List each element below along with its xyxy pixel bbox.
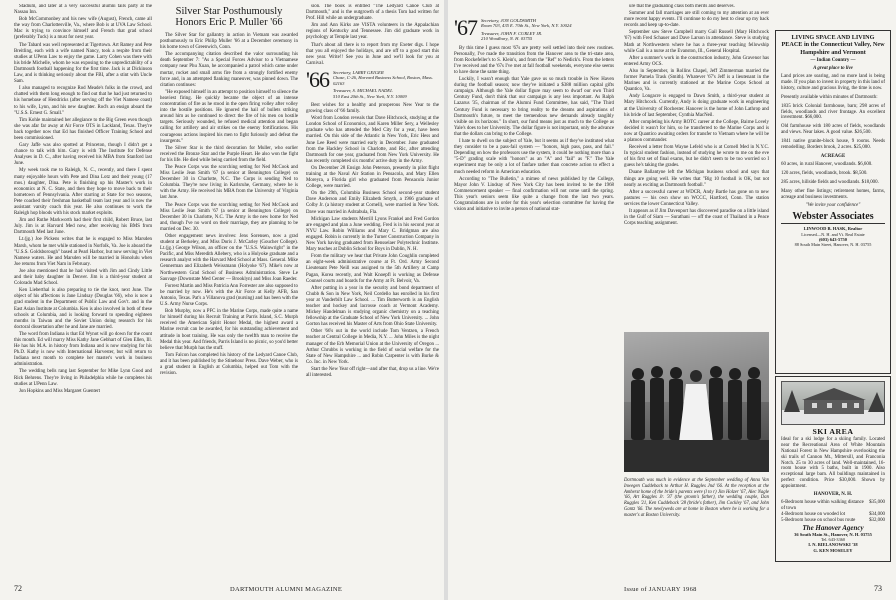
column-paragraph: Received a letter from Wayne Lefeld who is at Cornell Med in N.Y.C. In typical student fashion, instead of studying he wrote to me on the eve of his first set of final exams, but he didn't seem to be too worried so I guess he's taking the grades. <box>624 145 769 169</box>
column-paragraph: The wedding bells rang last September for Mike Lynn Good and Rick Behrens. They're living in Philadelphia while he completes his studies at UPenn Law. <box>14 369 152 387</box>
column-paragraph: From the military we hear that Private John Coughlin completed an eight-week administrative course at Ft. Ord. Army Second Lieutenant Pete Neill was assigned to the 5th Artillery at Camp Pagan, Korea recently, and Walt Knoepfl is working as Defense Counsel courts and boards for the Army at Ft. Belvoir, Va. <box>306 254 439 284</box>
column-paragraph: Jim and Ann Kirks are VISTA volunteers in the Appalachian regions of Kentucky and Tennessee. Jim did graduate work in psychology at Temple last year. <box>306 23 439 41</box>
left-column-3 <box>306 4 439 582</box>
ski-ad-heading: SKI AREA <box>812 427 854 436</box>
article-paragraph: Forrest Martin and Miss Patricia Ann Forrester are also supposed to be married by now. He's with the Air Force at Kelly AFB, San Antonio, Texas. Pat's a Villanova grad (nursing) and has been with the U.S. Army Nurse Corps. <box>160 283 298 308</box>
column-paragraph: Other '66's out in the world include Tom Ventzen, a French teacher at Central College in Media, N.Y. ... John Miles is the night manager of the Erb Memorial Union at the University of Oregon ... Arthur Chrubbs is working in the field of social welfare for the State of New Hampshire ... and Robin Carpenter is with Burke & Co. Inc. in New York. <box>306 329 439 365</box>
page-footer: DARTMOUTH ALUMNI MAGAZINE <box>230 586 343 593</box>
column-paragraph: That's about all there is to report from my Exeter digs. I hope that you all enjoyed the holidays, and are off to a good start this new year. Write!! See you in June and we'll look for you at Carnival. <box>306 42 439 66</box>
column-paragraph: Luckily, I wasn't enough that Yale gave us so much trouble in New Haven during the football season; now they've initiated a $388 million capital gifts campaign. Although the Yale dollar figure may seem to dwarf our own Third Century Fund, don't think that our campaign is any less important. As Ralph Lazarus '35, chairman of the Alumni Fund Committee, has said, "The Third Century Fund is necessary to bring reality to the dreams and aspirations of Dartmouth's future, to meet the tremendous new demands already tangibly visible on its horizons." In short, our fund means just as much to the College as Yale's does to her University. The dollar figure is not important, only the advance that the dollars can bring to the College. <box>454 77 614 137</box>
column-paragraph: Summer and fall marriages are still coming to my attention at an ever more recent happy events. I'll continue to do my best to clear up my back records and keep up-to-date. <box>624 11 769 29</box>
acreage-listing: 120 acres, fields, woodlands, brook. $8,500. <box>781 170 868 176</box>
right-page <box>448 0 896 600</box>
listing-description: 4-Bedroom house on wooded lot <box>781 511 846 517</box>
ad-phone: (603) 643-5750 <box>818 236 848 242</box>
column-paragraph: I hate to dwell on the subject of Yale, but it seems as if they've instituted what they consider to be a pass-fail system — "honors, high pass, pass, and fail." Depending on how the professors use the system, it could be nothing more than a "5-D" grading scale with "honors" as an "A" and "fail" as "F." The Yale experiment may be only a lot of fanfare rather than concrete action to effect a much needed reform in American education. <box>454 139 614 175</box>
column-paragraph: After a successful career at WDCR, Andy Bartle has gone on to new pastures — his own show on WCCC, Hartford, Conn. The station services the lower Connecticut Valley. <box>624 189 769 207</box>
wedding-photo-figures <box>624 332 769 472</box>
column-paragraph: Ken Lieberthal is also preparing to tie the knot, next June. The object of his affections is Jane Lindsay (Douglas '66), who is now a grad student in the Department of Public Law and Gov't. and in the East Asian Institute at Columbia. Ken is also involved in both of these schools at Columbia, and is looking forward to spending eighteen months in Taiwan and the Soviet Union doing research for his doctoral dissertation after he and Jane are married. <box>14 288 152 330</box>
company-logo: Webster Associates <box>781 211 885 224</box>
column-paragraph: Michigan Law students Merrill Lyons Frankel and Fred Gordon are engaged and plan a June wedding. Fred is in his second year at NYU Law. Robin Williams and Mary C. Bridgman are also engaged. Robin is currently in the Turner Construction Company in New York having graduated from Rensselaer Polytechnic Institute. Mary teaches at Dublin School for Boys in Dublin, N. H. <box>306 216 439 253</box>
property-listing: 1841 native granite-block house, 9 rooms. Needs remodelling. Borders brook, 2 acres. $25,000. <box>781 139 885 151</box>
column-paragraph: After completing his Army ROTC career at the College, Bairne Lovely decided it wasn't for him, so he transferred to the Marine Corps and is now at Quantico awaiting orders for transfer to Vietnam where he will be a platoon commander. <box>624 119 769 143</box>
column-paragraph: ure that the graduating class both merits and deserves. <box>629 4 735 9</box>
column-paragraph: After a summer's work in the construction industry, John Gravenor has entered Army OCS. <box>624 55 769 67</box>
house-listing <box>781 500 885 512</box>
agency-principal-1: I. N. BIELANOWSKI '38 <box>808 542 858 548</box>
ad-license: Licensed—N. H. and Vt. Real Estate <box>801 231 865 237</box>
page-number: 72 <box>14 584 22 593</box>
ad-tagline: "We invite your confidence" <box>805 203 861 209</box>
class-65-notes-end <box>306 4 439 67</box>
article-paragraph: Tom Falcon has completed his history of the Ledyard Canoe Club, and it has been published by the Stinehour Press. Dave Weber, who is a grad student in English at Columbia, helped out Tom with the revision. <box>160 352 298 377</box>
page-footer: Issue of JANUARY 1968 <box>624 586 697 593</box>
ad-title: LIVING SPACE AND LIVING PEACE in the Connecticut Valley, New Hampshire and Vermont <box>781 34 885 56</box>
right-column-2 <box>624 4 769 330</box>
column-paragraph: My week took me to Raleigh, N. C., recently, and there I spent many enjoyable hours with Pete and Dina Lotz and their young (17 mos.) daughter, Dina. Pete is finishing up his Master's work in economics at N. C. State, and then they hope to move back to their hometown of Pennsylvania. After starring at State for two seasons, Pete coached their freshman basketball team last year and is now the assistant varsity coach this year. He also continues to work the Raleigh hop bloods with his stock market exploits. <box>14 168 152 217</box>
column-paragraph: By this time I guess most '67s are pretty well settled into their new routines. Personally, I've made the transition from the Hanover area to the tri-state area, from Rockefeller's to S. Klein's, and from the "Ref" to Nedick's. From the letters I've received and the '67s I've met at fall football weekends, everyone else seems to have done the same thing. <box>454 45 614 75</box>
right-column-1 <box>454 4 614 582</box>
column-paragraph: Word from London reveals that Dave Hitchcock, studying at the London School of Economics, and Karen Miller Sery, a Wellesley graduate who has attended the Med City for a year, have been married. On this side of the Atlantic in New York, Eric Hess and June Lee Reed were married early in December. June graduated from the Hackley School in Charlotte, and Ric, after attending Dartmouth for one year, graduated from New York University. He has recently completed six months' active duty in the Army. <box>306 116 439 164</box>
column-paragraph: On December 28 Ensign John Peterson, presently in pilot flight training at the Naval Air Station in Pensacola, and Mary Ellen Moreyra, a Florida girl who graduated from Pensacola Junior College, were married. <box>306 165 439 190</box>
article-paragraph: "He exposed himself in an attempt to position himself to silence the heaviest firing. He quickly became the object of an intense concentration of fire as he stood in the open firing volley after volley into the hostile positions. He ignored the hail of bullets striking around him as he continued to direct the fire of his men on hostile targets. Seriously wounded, he refused medical attention and began calling for artillery and air strikes on the enemy fortifications. His courageous actions inspired his men to fight furiously and defeat the insurgents." <box>160 89 298 144</box>
real-estate-ad <box>775 30 891 374</box>
class-67-notes <box>454 46 614 214</box>
town-heading: HANOVER, N. H. <box>813 492 853 498</box>
article-paragraph: The Peace Corps was the scorching setting for Ned McCook and Miss Leslie Jean Smith '67 (a senior at Bennington College) on December 30 in Charlotte, N.C. The Army is the new home for Ned and, though I've no word on their marriage, they are planning to be married on Dec. 30. <box>160 202 298 232</box>
ad-intro-2: Presently available within minutes of Dartmouth: <box>781 94 878 100</box>
listing-description: 6-Bedroom house within walking distance of town <box>781 499 864 511</box>
article-headline: Silver Star Posthumously Honors Eric P. Muller '66 <box>175 6 283 28</box>
column-paragraph: I also managed to recognize Rod Meade's folks in the crowd, and chatted with them long enough to find out that he had just returned to his homebase of Hendricks (after serving off the Viet Namese coast) to his wife, Lynn, and his new daughter. Rod's an ensign aboard the "U.S.S. Ernest G. Small." <box>14 86 152 116</box>
column-paragraph: Start the New Year off right—and after that, drop us a line. We're all interested. <box>306 366 439 378</box>
wedding-group-photo <box>624 332 769 472</box>
column-paragraph: Tim Kohle maintained her allegiance to the Big Green even though she was afar far away at Air Force OTS in Lackland, Texas. They're back together now that Ed has finished Officer Training School and been commissioned. <box>14 117 152 141</box>
house-listing <box>781 518 885 524</box>
agency-principal-2: G. KEN MOSELEY <box>813 547 853 553</box>
ad-intro: Land prices are soaring, and no more land is being made. If you plan to invest in property in this land of history, culture and gracious living, the time is now. <box>781 74 885 91</box>
ski-area-ad <box>775 376 891 562</box>
column-paragraph: sion. The book is entitled "The Ledyard Canoe Club at Dartmouth," and is the outgrowth of a thesis Tom had written for Prof. Hill while an undergraduate. <box>306 4 439 22</box>
acreage-listing: 285 acres, hillside fields and woodlands. $18,000. <box>781 179 879 185</box>
class-66-header <box>306 66 439 99</box>
left-column-2 <box>160 4 298 582</box>
column-paragraph: September saw Steve Campbell marry Gail Russell (Mary Hitchcock '67) with Fred Schauer and Dave Larson in attendance. Steve is studying Math at Northwestern where he has a three-year teaching fellowship while Gail is a nurse at the Evanston, Ill., General Hospital. <box>624 30 769 54</box>
class-officers: Secretary, LARRY GEIGER Chase, C-26, Harvard Business School, Boston, Mass. 02163 Treasurer, S. MICHAEL NADEL 510 East 20th St., New York, N.Y. 10009 <box>332 69 433 99</box>
column-paragraph: Jim and Ruthe Markworth had their first child, Robert Bruce, last July. Jim is at Harvard Med now, after receiving his BMS from Dartmouth Med last June. <box>14 218 152 236</box>
class-officers: Secretary, JON GOLDSMITH Room 703, 435 E. 70th St., New York, N.Y. 10024 Treasurer, JOHN F. CURLEY JR. 210 Woodbury, N. H. 03755 <box>480 18 572 42</box>
listing-price: $34,000 <box>869 511 885 517</box>
article-paragraph: The Silver Star for gallantry in action in Vietnam was awarded posthumously to Eric Philip Muller '66 at a December ceremony in his home town of Greenwich, Conn. <box>160 33 298 51</box>
article-paragraph: The accompanying citation described the valor surrounding his death September 7: "As a Special Forces Advisor to a Vietnamese company near Phu Xuan, he accompanied a patrol which came under mortar, rocket and small arms fire from a strongly fortified enemy force and, in an attempted flanking maneuver, was pinned down. The citation continues: <box>160 52 298 88</box>
left-column-1 <box>14 4 152 582</box>
class-67-header <box>454 15 614 42</box>
article-paragraph: The Peace Corps was the scorching setting for Ned McCook and Miss Leslie Jean Smith '67 (a senior at Bennington College) on December 30 in Charlotte, N.C. The Corps is sending Ned to Columbia. They're now living in Karlsruhe, Germany, where he is with the Army. He received his MBA from the University of Virginia last June. <box>160 164 298 201</box>
left-page <box>0 0 444 600</box>
column-paragraph: Gary Jaffe was also spotted at Princeton, though I didn't get a chance to talk with him. Gary is with The Institute for Defense Analyses in D. C., after having received his MBA from Stanford last June. <box>14 143 152 167</box>
column-paragraph: Also in September, in Rollins Chapel, Jeff Zimmerman married the former Pamela Trask (Smith). Whatever '67's Jeff is a lieutenant in the Marines and is currently stationed at the Marine Corps School at Quantico, Va. <box>624 68 769 93</box>
page-number: 73 <box>874 584 882 593</box>
column-paragraph: According to "The Bulletin," a mimeo of news published by the College, Mayor John V. Lindsay of New York City has been invited to be the 1968 Commencement speaker — final confirmation will not come until the spring. This year's seniors seem like quite a change from the last two years. Congratulations are in order for this year's selection committee for having the vision and initiative to invite a person of national stat- <box>454 176 614 213</box>
article-paragraph: Bob Murphy, now a PFC in the Marine Corps, made quite a name for himself during his Recruit Training at Parris Island, S.C. Murph received the American Spirit Honor Medal, the highest award a Marine recruit can be awarded, for his outstanding achievement and attitude in boot training. He was only the twelfth man to receive the Medal this year. And friends, Parris Island is no picnic, so you'd better believe that Murph has the stuff. <box>160 309 298 351</box>
photo-caption: Dartmouth was much in evidence at the September wedding of Anna Van Inwegen Cuddeback to Arthur H. Ruggles Jnd '66. At the reception at the Amherst home of the bride's parents were (l to r) Jim Holzer '67, Alec Nagle '66, Art Ruggles Jr. '37 (the groom's father), the wedding couple, Dan Ruggles '21, Ken Cuddeback '28 (bride's father), Jim Cockley '67, and John Gantz '66. The newlyweds are at home in Boston where he is working for a master's at Boston University. <box>624 478 769 518</box>
property-listing: 1835 brick Colonial farmhouse, barn; 298 acres of fields, woodlands and river frontage. An excellent investment. $66,000. <box>781 103 885 121</box>
article-paragraph: The Silver Star is the third decoration for Muller, who earlier received the Bronze Star and the Purple Heart. He also won the fight for his life. He died while being carried from the field. <box>160 145 298 163</box>
listing-price: $32,000 <box>869 517 885 523</box>
column-paragraph: Jon Hopkins and Miss Margaret Guentert <box>19 388 101 394</box>
ad-subtitle: — Indian Country — <box>810 58 856 64</box>
column-paragraph: Best wishes for a healthy and prosperous New Year to the growing class of '66 family. <box>306 102 439 115</box>
column-paragraph: The Tabard was well represented at Tigertown. Art Ramey and Pete Breitling, each with a wife named Nancy, took a respite from their studies at UPenn Law to enjoy the game. Larry Cohen was there with his bride Michelle, whom he was exposing to the unpredictability of a Dartmouth football happening for the first time. Jack is at Dickinson Law, and is thinking seriously about the FBI, after a stint with Uncle Sam. <box>14 42 152 85</box>
house-photo <box>781 381 885 425</box>
ad-subtitle-2: A great place to live <box>813 66 853 72</box>
class-year: '67 <box>454 15 477 40</box>
house-photo-drawing <box>782 382 885 424</box>
column-paragraph: Stadium, and later at a very successful alumni tails party at the Nassau Inn. <box>14 4 152 16</box>
agency-phone: Tel. 643-3360 <box>820 536 846 542</box>
acreage-listing: 60 acres, in rural Hanover, woodlands. $6,600. <box>781 161 873 167</box>
ad-more: Many other fine listings; retirement homes, farms, acreage and business investments. <box>781 188 885 200</box>
article-body <box>160 33 298 377</box>
acreage-heading: ACREAGE <box>820 154 846 159</box>
listing-description: 5-Bedroom house on school bus route <box>781 517 856 523</box>
column-paragraph: Lt.(jg.) Joe Pickens writes that he is engaged to Miss Marsden Marsh, whom he met while stationed in Norfolk, Va. Joe is aboard the "U.S.S. Goldsborough" based at Pearl Harbor, but now serving in Viet Namese waters. He and Marsden will be married in Honolulu when Joe returns from Viet Nam in February. <box>14 237 152 267</box>
class-66-notes <box>306 103 439 379</box>
column-paragraph: Andy Longacre is engaged to Dawn Smith, a third-year student at Mary Hitchcock. Currently, Andy is doing graduate work in engineering at the University of Rochester. Hanover is the home of John Lathrop and his bride of last September, Cynthia MacNeil. <box>624 94 769 118</box>
agency-address: 36 South Main St., Hanover, N. H. 03755 <box>794 531 872 537</box>
column-paragraph: On the 29th, Columbia Business School second-year student Dave Anderson and Emily Elizabeth Smyth, a 1966 graduate of Colby Jr. (a history student at Cornell), were married in New York. Dave was married in Ashtabula, Fla. <box>306 191 439 215</box>
ad-contact: LINWOOD B. HASK, Realtor <box>803 226 863 232</box>
ad-listings <box>781 104 885 151</box>
agency-name: The Hanover Agency <box>802 523 864 532</box>
acreage-listings <box>781 162 885 186</box>
ad-address: 88 South Main Street, Hanover, N. H. 03755 <box>794 242 872 248</box>
column-paragraph: It appears as if Jim Davenport has discovered paradise on a little island in the Gulf of Siam — Surathani — off the coast of Thailand in a Peace Corps teaching assignment. <box>624 209 769 227</box>
ski-ad-body <box>776 437 890 553</box>
ski-description: Ideal for a ski lodge for a skiing family. Located near the Recreational Area of White Mountain National Forest in New Hampshire overlooking the ski trails of Cannon Mt., Mittersill, and Franconia Notch. 25 to 30 acres of land. Well-maintained, 16-room house with 5 baths, built in 1900. Also exceptional large barn. All buildings maintained in perfect condition. Price $30,000. Shown by appointment. <box>781 436 885 490</box>
house-listings <box>781 500 885 524</box>
column-paragraph: The word from Indiana is that Ed Wynot will go down for the count this month. Ed will marry Miss Kathy Jane Gebhart of Glen Ellen, Ill. He has his M.A. in history from Indiana and is now studying for his Ph.D. Kathy is now with International Harvester, but will return to Indiana next month to complete her master's work in business administration. <box>14 331 152 368</box>
class-year: '66 <box>306 66 329 92</box>
article-paragraph: Other engagement news involves: Jens Sorensen, now a grad student at Berkeley, and Miss Doris J. McCarley (Goucher College). Lt.(jg.) George Wilson, an officer on the "U.S.S. Wainwright" in the Pacific, and Miss Meredith Allebery, who is a Holyoke graduate and a research analyst with the Harvard Med School at Mass. General. Mike Gennerman and Elizabeth Weissmann (Holyoke '67). Mike's now at Northwestern Grad School of Business Administration. Steve Le Sauvage (Downstate Med Center — Brooklyn) and Miss Joan Raeder. <box>160 234 298 282</box>
column-paragraph: Joe also mentioned that he had visited with Jim and Cindy Little and their baby daughter in Denver. Jim is a third-year student at Colorado Mad School. <box>14 268 152 287</box>
column-paragraph: Bob McCommonbey and his new wife (August), French, came all the way from Charlottesville, Va., where Bob is at UVA Law School. Mac is trying to convince himself and French that grad school (preferably Tuck) is a must for next year. <box>14 17 152 41</box>
property-listing: Old farmhouse with 180 acres of fields, woodlands and views. Near lakes. A good value. $26,500. <box>781 124 885 136</box>
listing-price: $35,000 <box>869 499 885 505</box>
column-paragraph: After putting in a year in the security and bond department of Chubb & Son in New York, Neil Cordello has enrolled in his first year at Vanderbilt Law School. ... Tim Butterworth is an English teacher and hockey and lacrosse coach at Vermont Academy. Mickey Handelman is studying organic chemistry on a teaching fellowship at the Graduate School of New York University. ... John Gorton has received his Master of Arts from Ohio State University. <box>306 285 439 328</box>
column-paragraph: Duane Ballantyne left the Michigan business school and says that things are going well. He writes that "Big 10 football is OK, but not nearly as exciting as Dartmouth football." <box>624 170 769 188</box>
